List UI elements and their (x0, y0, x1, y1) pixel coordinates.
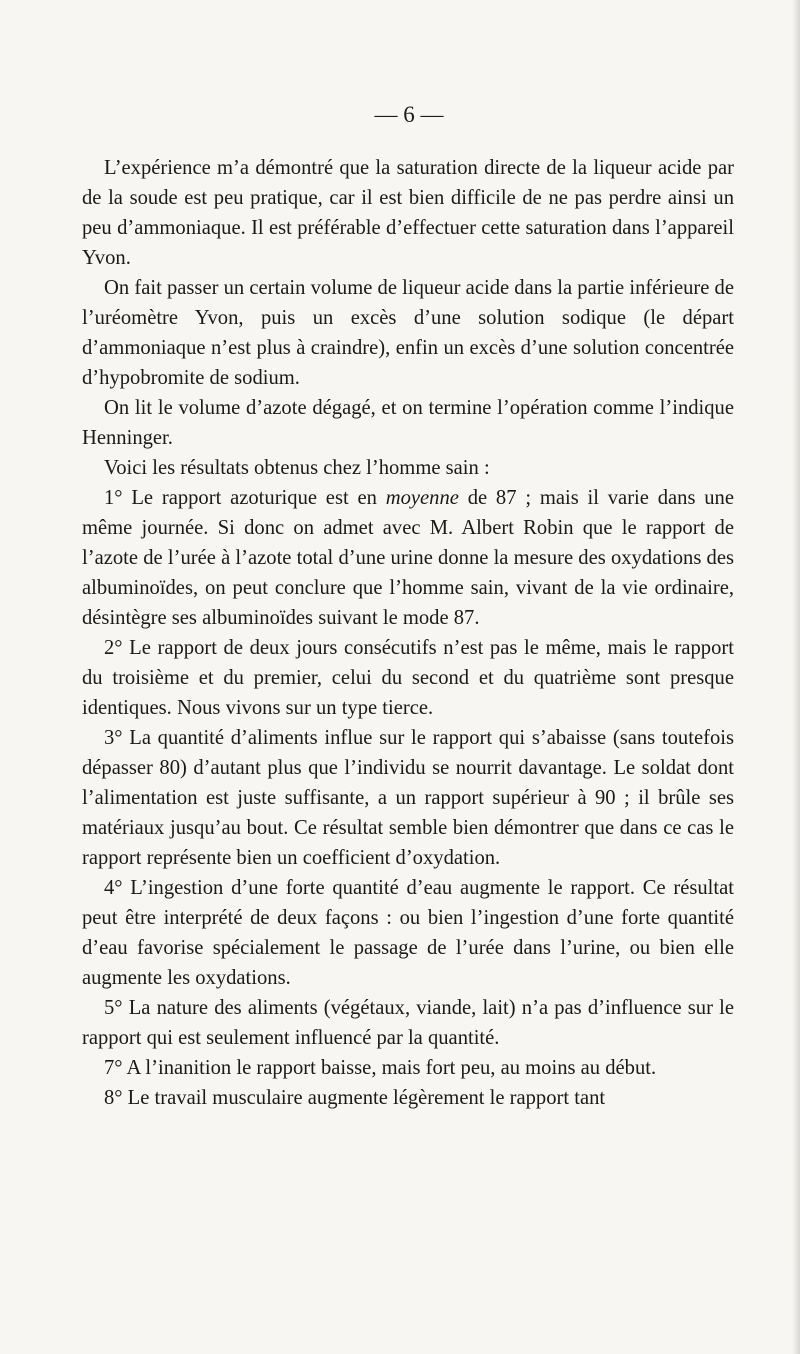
page-edge-shadow (792, 0, 800, 1354)
result-1-start: 1° Le rapport azoturique est en (104, 487, 386, 509)
result-1-end: de 87 ; mais il varie dans une même journée. Si donc on admet avec M. Albert Robin que le rapport de l’azote de l’urée à l’azote total d’une urine donne la mesure des oxydations des albuminoïdes, on peut conclure que l’homme sain, vivant de la vie ordinaire, désintègre ses albuminoïdes suivant le mode 87. (82, 487, 734, 629)
paragraph-result-3: 3° La quantité d’aliments influe sur le rapport qui s’abaisse (sans toutefois dépasser 80) d’autant plus que l’individu se nourrit davantage. Le soldat dont l’alimentation est juste suffisante, a un rapport supérieur à 90 ; il brûle ses matériaux jusqu’au bout. Ce résultat semble bien démontrer que dans ce cas le rapport représente bien un coefficient d’oxydation. (82, 727, 734, 869)
paragraph-azote-reading: On lit le volume d’azote dégagé, et on termine l’opération comme l’indique Henninger. (82, 397, 734, 449)
paragraph-saturation: L’expérience m’a démontré que la saturation directe de la liqueur acide par de la soude est peu pratique, car il est bien difficile de ne pas perdre ainsi un peu d’ammoniaque. Il est préférable d’effectuer cette saturation dans l’appareil Yvon. (82, 157, 734, 269)
result-1-emphasis: moyenne (385, 487, 459, 509)
paragraph-result-7: 7° A l’inanition le rapport baisse, mais fort peu, au moins au début. (104, 1057, 657, 1079)
paragraph-result-4: 4° L’ingestion d’une forte quantité d’eau augmente le rapport. Ce résultat peut être interprété de deux façons : ou bien l’ingestion d’une forte quantité d’eau favorise spécialement le passage de l’urée dans l’urine, ou bien elle augmente les oxydations. (82, 877, 734, 989)
paragraph-result-8: 8° Le travail musculaire augmente légèrement le rapport tant (104, 1087, 606, 1109)
paragraph-result-1 (82, 483, 734, 633)
page-body (82, 153, 734, 1113)
page-number: — 6 — (374, 102, 444, 127)
paragraph-result-5: 5° La nature des aliments (végétaux, viande, lait) n’a pas d’influence sur le rapport qui est seulement influencé par la quantité. (82, 997, 734, 1049)
paragraph-procedure: On fait passer un certain volume de liqueur acide dans la partie inférieure de l’uréomètre Yvon, puis un excès d’une solution sodique (le départ d’ammoniaque n’est plus à craindre), enfin un excès d’une solution concentrée d’hypobromite de sodium. (82, 277, 734, 389)
paragraph-result-2: 2° Le rapport de deux jours consécutifs n’est pas le même, mais le rapport du troisième et du premier, celui du second et du quatrième sont presque identiques. Nous vivons sur un type tierce. (82, 637, 734, 719)
paragraph-results-intro: Voici les résultats obtenus chez l’homme sain : (104, 457, 490, 479)
